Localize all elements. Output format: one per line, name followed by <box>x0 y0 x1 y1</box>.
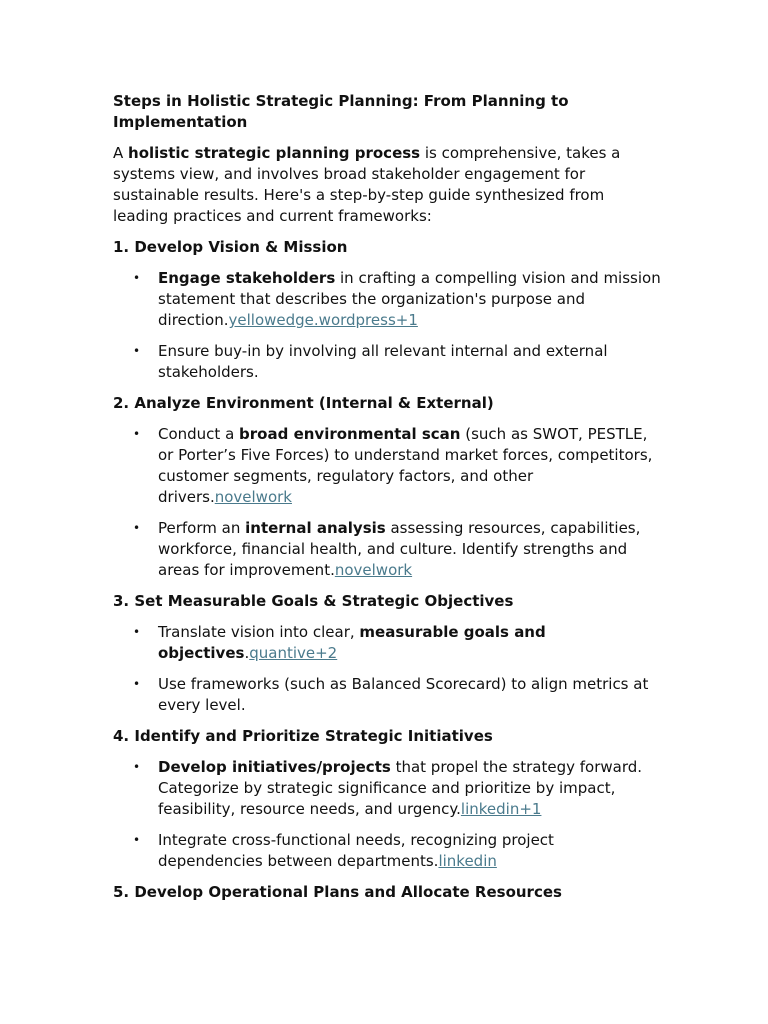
section-heading-goals-objectives: 3. Set Measurable Goals & Strategic Objectives <box>113 592 514 610</box>
section-heading-strategic-initiatives: 4. Identify and Prioritize Strategic Initiatives <box>113 727 493 745</box>
bullet-icon: • <box>133 625 141 639</box>
bullet-text: Integrate cross-functional needs, recognizing project dependencies between departments. <box>158 831 554 870</box>
section-heading-vision-mission: 1. Develop Vision & Mission <box>113 238 348 256</box>
bullet-text: Translate vision into clear, <box>158 623 360 641</box>
bullet-text: Conduct a <box>158 425 240 443</box>
list-item <box>113 757 661 820</box>
bullet-icon: • <box>133 521 141 535</box>
document-title: Steps in Holistic Strategic Planning: From Planning to Implementation <box>113 92 569 131</box>
bullet-icon: • <box>133 833 141 847</box>
intro-bold: holistic strategic planning process <box>128 144 421 162</box>
list-item <box>113 268 661 331</box>
bullet-text: Use frameworks (such as Balanced Scorecard) to align metrics at every level. <box>158 675 649 714</box>
source-link[interactable]: novelwork <box>334 561 413 579</box>
document-page <box>113 91 661 913</box>
bullet-text: (such as SWOT, PESTLE, or Porter’s Five Forces) to understand market forces, competitors, customer segments, regulatory factors, and other drivers. <box>158 425 653 506</box>
bullet-bold-text: internal analysis <box>245 519 386 537</box>
intro-paragraph <box>113 143 661 227</box>
bullet-bold-text: Develop initiatives/projects <box>158 758 391 776</box>
bullet-text: that propel the strategy forward. Categorize by strategic significance and prioritize by impact, feasibility, resource needs, and urgency. <box>158 758 643 818</box>
intro-pre: A <box>113 144 129 162</box>
bullet-icon: • <box>133 344 141 358</box>
section-list-strategic-initiatives <box>113 757 661 872</box>
list-item <box>113 424 661 508</box>
bullet-bold-text: Engage stakeholders <box>158 269 336 287</box>
bullet-icon: • <box>133 427 141 441</box>
bullet-text: . <box>244 644 250 662</box>
bullet-text: in crafting a compelling vision and mission statement that describes the organization's purpose and direction. <box>158 269 661 329</box>
section-heading-operational-plans: 5. Develop Operational Plans and Allocate Resources <box>113 883 562 901</box>
list-item <box>113 830 661 872</box>
source-link[interactable]: linkedin+1 <box>460 800 542 818</box>
bullet-icon: • <box>133 677 141 691</box>
source-link[interactable]: yellowedge.wordpress+1 <box>228 311 418 329</box>
list-item <box>113 622 661 664</box>
section-heading-analyze-environment: 2. Analyze Environment (Internal & External) <box>113 394 494 412</box>
source-link[interactable]: quantive+2 <box>249 644 338 662</box>
list-item <box>113 674 661 716</box>
section-list-vision-mission <box>113 268 661 383</box>
intro-post: is comprehensive, takes a systems view, and involves broad stakeholder engagement for sustainable results. Here's a step-by-step guide synthesized from leading practices and current frameworks: <box>113 144 621 225</box>
list-item <box>113 518 661 581</box>
bullet-text: Ensure buy-in by involving all relevant internal and external stakeholders. <box>158 342 608 381</box>
bullet-text: Perform an <box>158 519 246 537</box>
list-item <box>113 341 661 383</box>
bullet-bold-text: measurable goals and objectives <box>158 623 546 662</box>
section-list-analyze-environment <box>113 424 661 581</box>
bullet-icon: • <box>133 271 141 285</box>
section-list-goals-objectives <box>113 622 661 716</box>
bullet-bold-text: broad environmental scan <box>239 425 461 443</box>
source-link[interactable]: novelwork <box>214 488 292 506</box>
bullet-icon: • <box>133 760 141 774</box>
source-link[interactable]: linkedin <box>438 852 497 870</box>
bullet-text: assessing resources, capabilities, workforce, financial health, and culture. Identify strengths and areas for improvement. <box>158 519 641 579</box>
